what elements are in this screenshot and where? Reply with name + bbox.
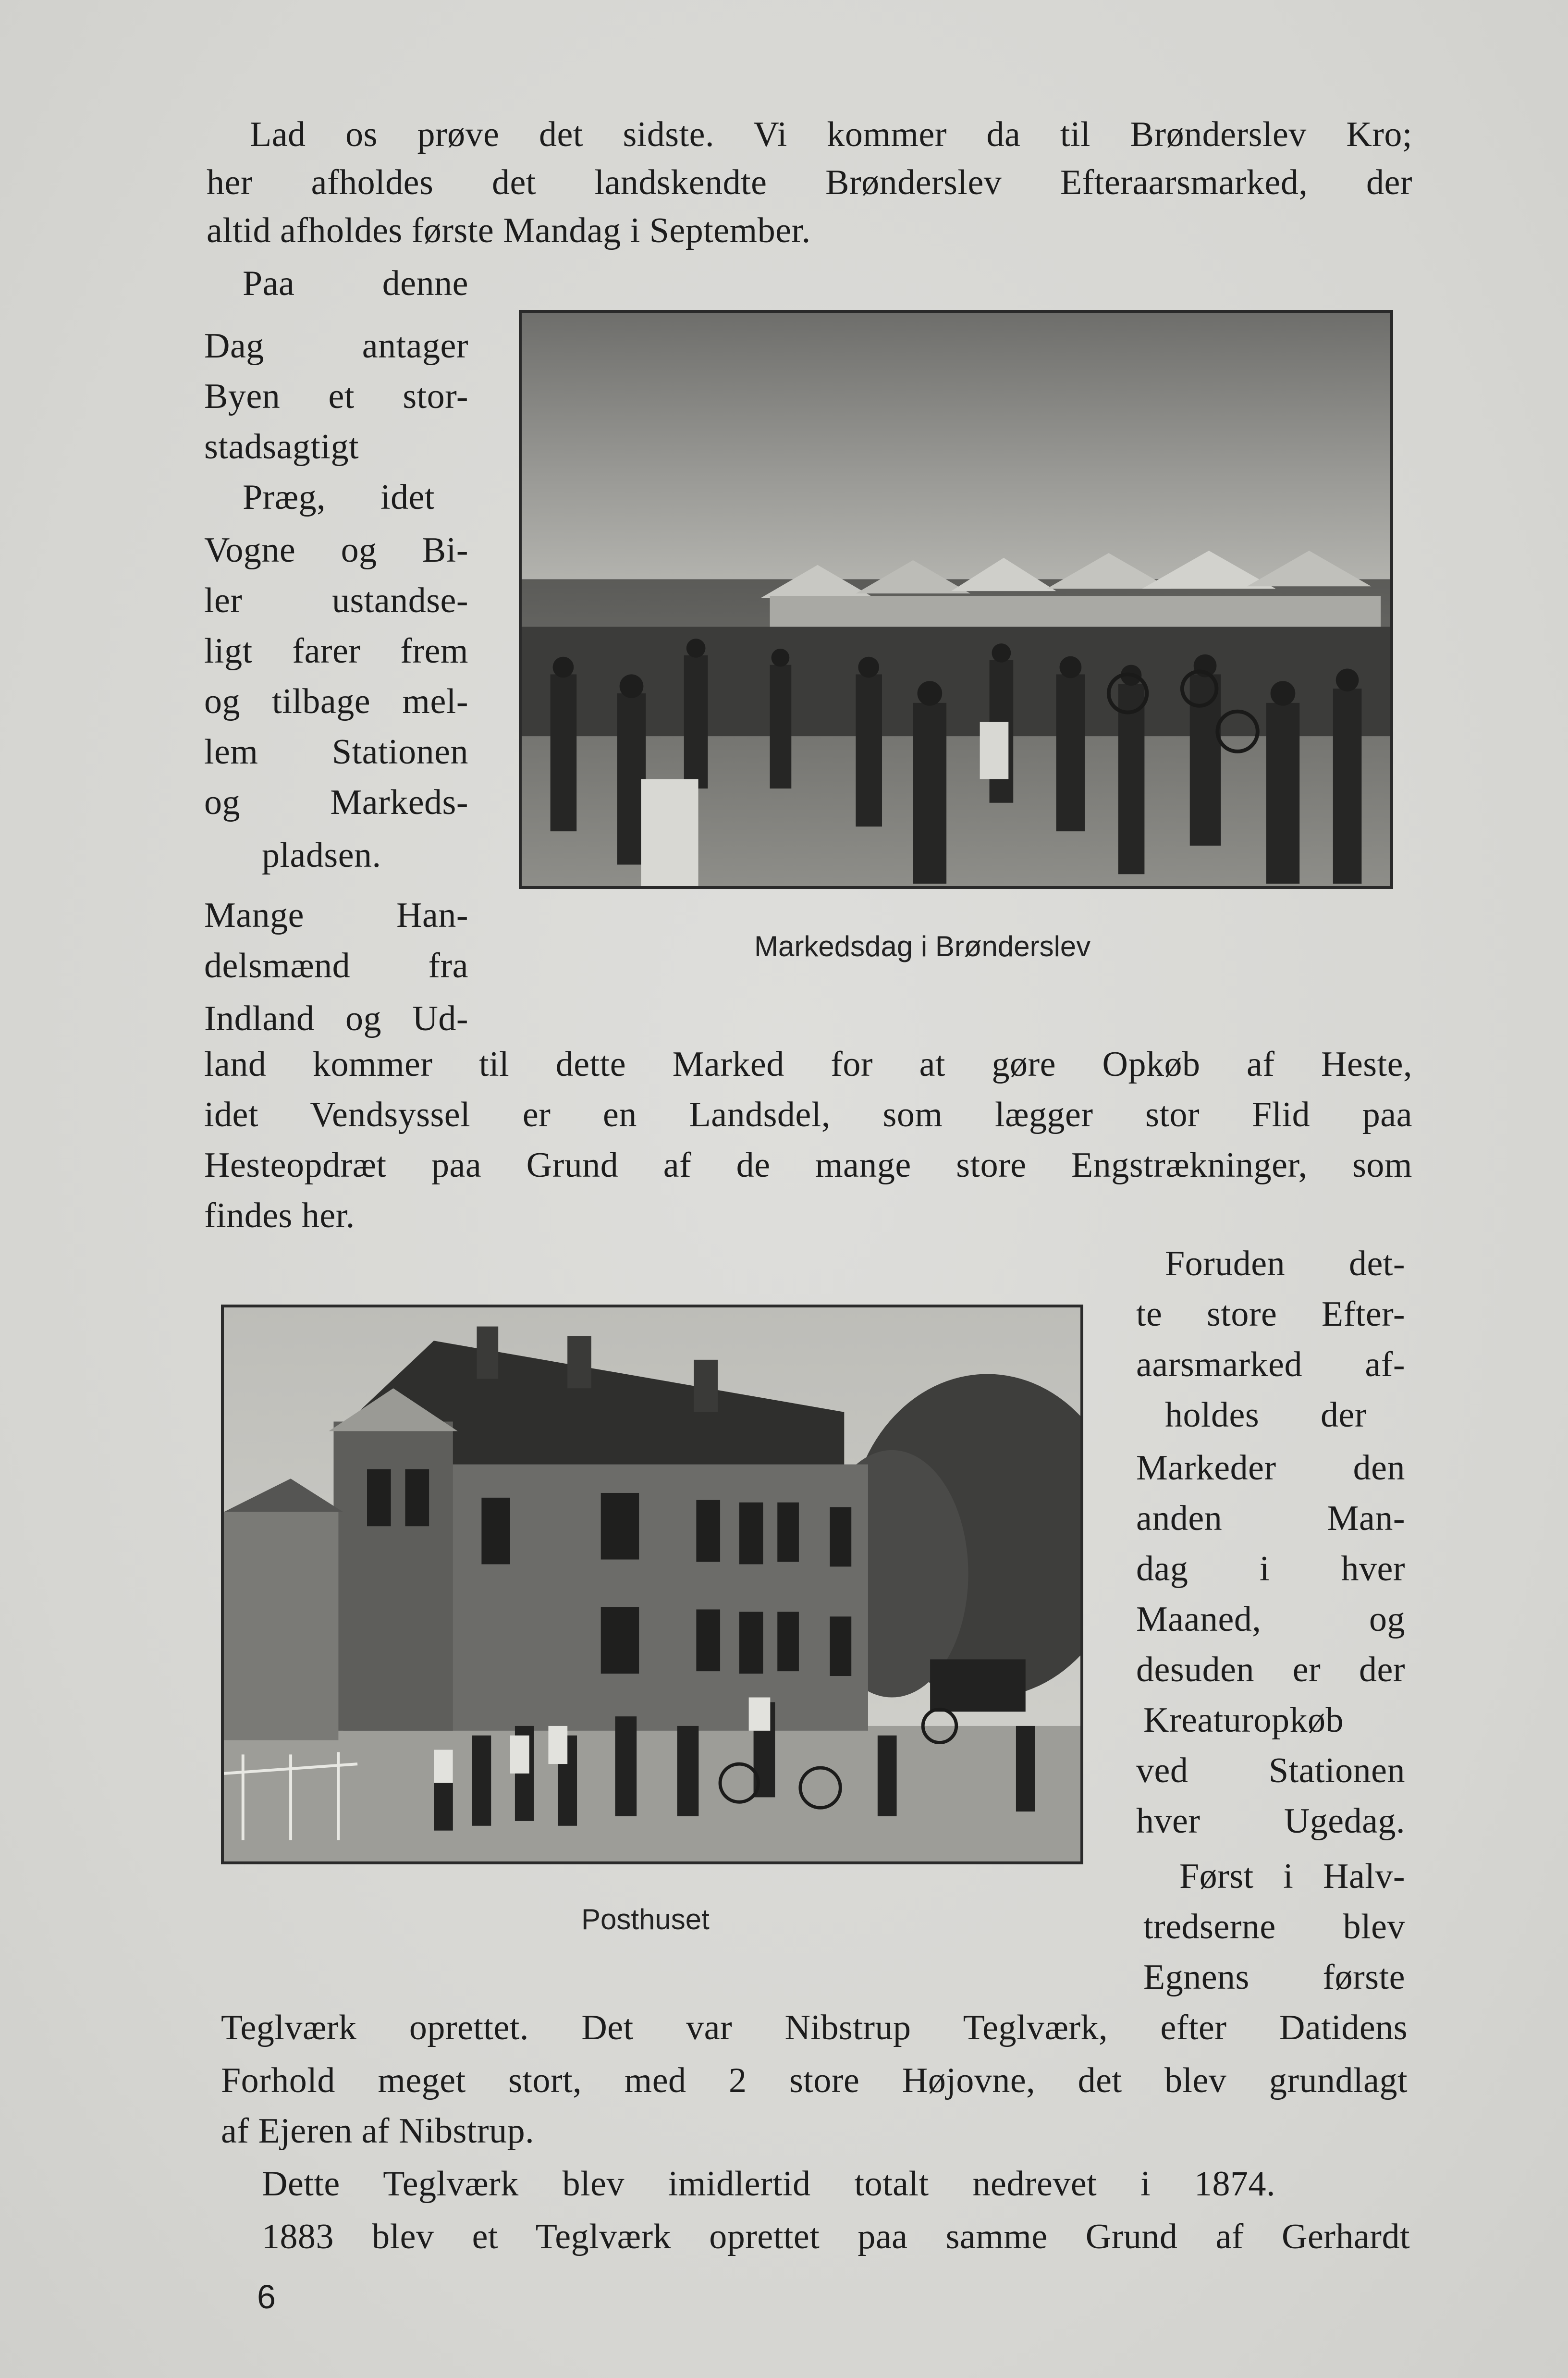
text-line: dag i hver — [1136, 1549, 1405, 1589]
text-line: Hesteopdræt paa Grund af de mange store Engstrækninger, som — [204, 1146, 1412, 1185]
text-line: ved Stationen — [1136, 1751, 1405, 1790]
text-line: Paa denne — [243, 264, 468, 303]
text-line: pladsen. — [262, 836, 381, 875]
text-line: holdes der — [1165, 1395, 1367, 1435]
text-line: altid afholdes første Mandag i September. — [207, 211, 811, 250]
text-line: Vogne og Bi- — [204, 530, 468, 570]
text-line: Indland og Ud- — [204, 999, 468, 1038]
text-line: te store Efter- — [1136, 1294, 1405, 1334]
text-line: Teglværk oprettet. Det var Nibstrup Teglværk, efter Datidens — [221, 2008, 1408, 2047]
text-line: Præg, idet — [243, 478, 435, 517]
text-line: Egnens første — [1143, 1958, 1405, 1997]
text-line: Foruden det- — [1165, 1244, 1405, 1283]
text-line: stadsagtigt — [204, 427, 359, 467]
text-line: ler ustandse- — [204, 581, 468, 620]
text-line: Dette Teglværk blev imidlertid totalt nedrevet i 1874. — [262, 2164, 1275, 2204]
text-line: af Ejeren af Nibstrup. — [221, 2111, 535, 2151]
post-office-photo — [221, 1305, 1083, 1864]
post-office-caption: Posthuset — [581, 1903, 710, 1935]
text-line: Maaned, og — [1136, 1600, 1405, 1639]
text-line: Forhold meget stort, med 2 store Højovne, det blev grundlagt — [221, 2061, 1408, 2100]
text-line: Markeder den — [1136, 1448, 1405, 1488]
text-line: Først i Halv- — [1179, 1857, 1405, 1896]
text-line: 1883 blev et Teglværk oprettet paa samme Grund af Gerhardt — [262, 2217, 1410, 2256]
text-line: og tilbage mel- — [204, 682, 468, 721]
text-line: Lad os prøve det sidste. Vi kommer da til Brønderslev Kro; — [250, 115, 1412, 154]
text-line: tredserne blev — [1143, 1907, 1405, 1947]
text-line: Kreaturopkøb — [1143, 1700, 1344, 1740]
text-line: hver Ugedag. — [1136, 1801, 1405, 1841]
text-line: lem Stationen — [204, 732, 468, 772]
text-line: aarsmarked af- — [1136, 1345, 1405, 1384]
text-line: og Markeds- — [204, 783, 468, 822]
text-line: anden Man- — [1136, 1499, 1405, 1538]
text-line: Byen et stor- — [204, 377, 468, 416]
market-day-photo — [519, 310, 1393, 889]
text-line: desuden er der — [1136, 1650, 1405, 1689]
text-line: her afholdes det landskendte Brønderslev Efteraarsmarked, der — [207, 163, 1412, 202]
page-number: 6 — [257, 2278, 276, 2316]
text-line: ligt farer frem — [204, 631, 468, 671]
text-line: delsmænd fra — [204, 946, 468, 986]
text-line: Dag antager — [204, 326, 468, 366]
text-line: Mange Han- — [204, 896, 468, 935]
market-photo-caption: Markedsdag i Brønderslev — [754, 930, 1091, 962]
text-line: land kommer til dette Marked for at gøre Opkøb af Heste, — [204, 1045, 1412, 1084]
text-line: idet Vendsyssel er en Landsdel, som lægger stor Flid paa — [204, 1095, 1412, 1134]
text-line: findes her. — [204, 1196, 355, 1235]
